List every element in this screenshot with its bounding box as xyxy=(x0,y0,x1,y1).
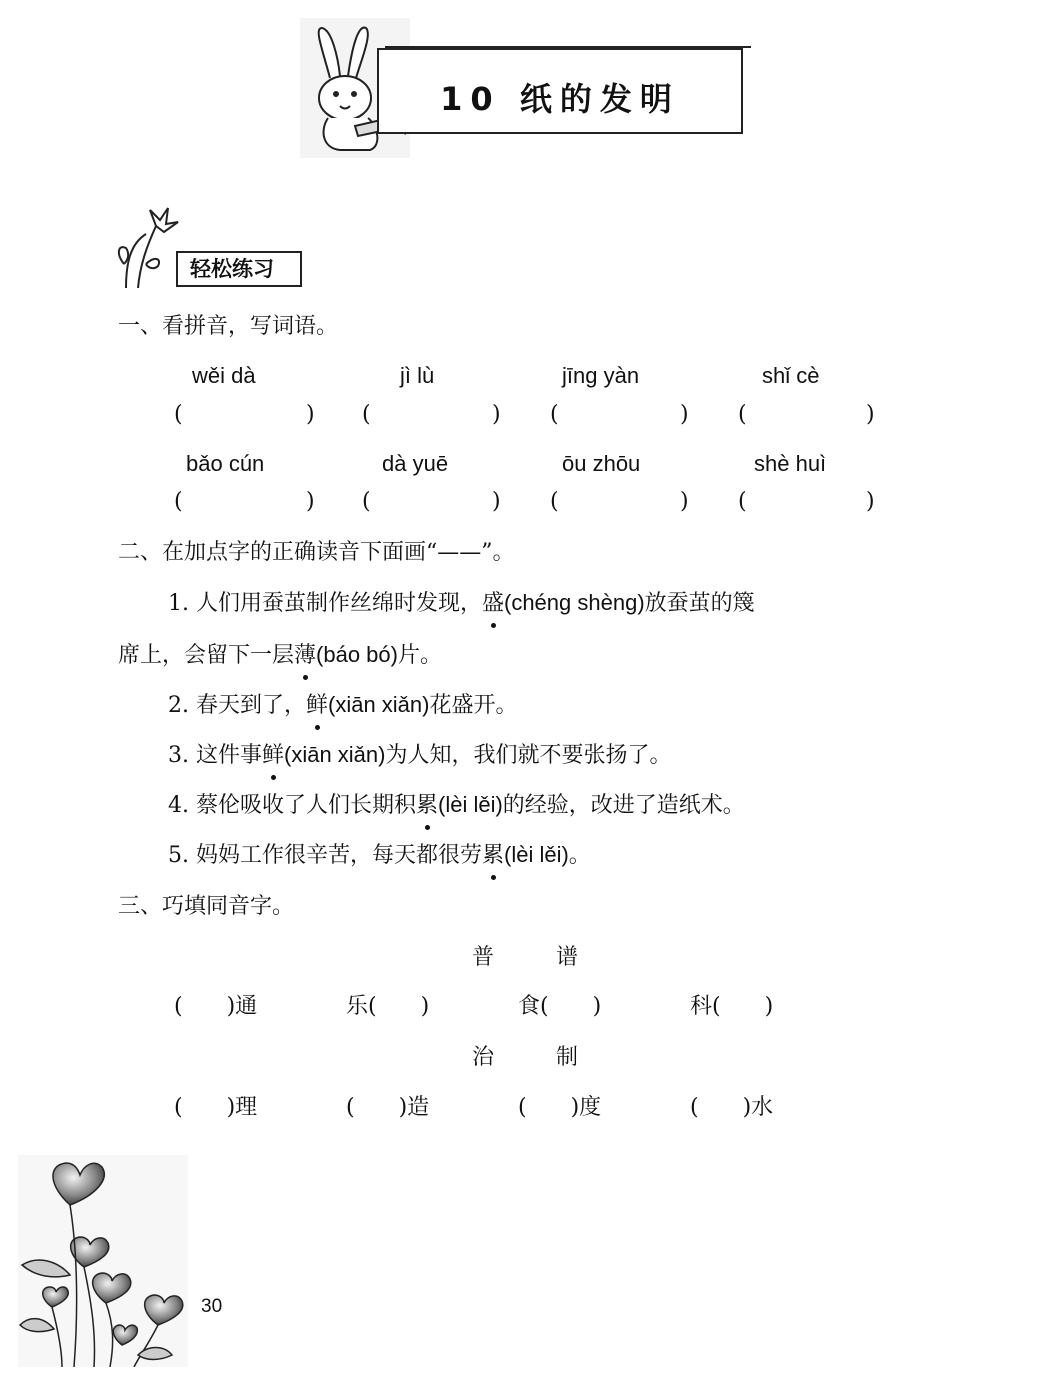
answer-open-4: ( xyxy=(738,402,747,427)
q1-heading: 一、看拼音，写词语。 xyxy=(118,314,339,339)
pinyin-2: jì lù xyxy=(400,363,435,388)
answer-open-7: ( xyxy=(550,489,559,514)
dotted-char: 鲜 xyxy=(262,741,284,771)
answer-open-1: ( xyxy=(174,402,183,427)
dotted-char: 累 xyxy=(416,791,438,821)
section-badge: 轻松练习 xyxy=(176,251,302,287)
q3-char-pu: 普 xyxy=(472,945,495,970)
answer-close-8: ) xyxy=(866,489,875,514)
q3-char-zhi: 治 xyxy=(472,1045,495,1070)
q3-blank-4: 科( ) xyxy=(690,994,774,1019)
answer-close-2: ) xyxy=(492,402,501,427)
q2-item1-line1: 1. 人们用蚕茧制作丝绵时发现，盛(chéng shèng)放蚕茧的篾 xyxy=(168,588,755,619)
answer-open-8: ( xyxy=(738,489,747,514)
page-number: 30 xyxy=(201,1296,223,1317)
pinyin-5: bǎo cún xyxy=(186,451,265,476)
q3-blank-8: ( )水 xyxy=(690,1095,774,1120)
q3-char-zhi2: 制 xyxy=(556,1045,579,1070)
answer-close-5: ) xyxy=(306,489,315,514)
q3-char-pu2: 谱 xyxy=(556,945,579,970)
pinyin-1: wěi dà xyxy=(192,363,256,388)
dotted-char: 薄 xyxy=(294,641,316,671)
q3-blank-7: ( )度 xyxy=(518,1095,602,1120)
pinyin-8: shè huì xyxy=(754,451,827,476)
pinyin-6: dà yuē xyxy=(382,451,449,476)
dotted-char: 盛 xyxy=(482,589,504,619)
dotted-char: 鲜 xyxy=(306,691,328,721)
answer-open-6: ( xyxy=(362,489,371,514)
answer-close-7: ) xyxy=(680,489,689,514)
q3-blank-3: 食( ) xyxy=(518,994,602,1019)
q2-item4: 4. 蔡伦吸收了人们长期积累(lèi lěi)的经验，改进了造纸术。 xyxy=(168,790,745,821)
answer-close-6: ) xyxy=(492,489,501,514)
page-title: 10 纸的发明 xyxy=(440,80,680,118)
q3-blank-2: 乐( ) xyxy=(346,994,430,1019)
q2-heading: 二、在加点字的正确读音下面画“——”。 xyxy=(118,540,515,565)
q2-item3: 3. 这件事鲜(xiān xiǎn)为人知，我们就不要张扬了。 xyxy=(168,740,672,771)
answer-open-3: ( xyxy=(550,402,559,427)
answer-close-3: ) xyxy=(680,402,689,427)
q3-heading: 三、巧填同音字。 xyxy=(118,894,295,919)
pinyin-4: shǐ cè xyxy=(762,363,820,388)
q3-blank-6: ( )造 xyxy=(346,1095,430,1120)
pinyin-7: ōu zhōu xyxy=(562,451,641,476)
answer-close-1: ) xyxy=(306,402,315,427)
title-box xyxy=(377,48,743,134)
q2-item2: 2. 春天到了，鲜(xiān xiǎn)花盛开。 xyxy=(168,690,518,721)
q3-blank-5: ( )理 xyxy=(174,1095,258,1120)
dotted-char: 累 xyxy=(482,841,504,871)
answer-open-2: ( xyxy=(362,402,371,427)
q2-item1-line2: 席上，会留下一层薄(báo bó)片。 xyxy=(118,640,442,671)
pinyin-3: jīng yàn xyxy=(562,363,640,388)
q3-blank-1: ( )通 xyxy=(174,994,258,1019)
answer-open-5: ( xyxy=(174,489,183,514)
answer-close-4: ) xyxy=(866,402,875,427)
q2-item5: 5. 妈妈工作很辛苦，每天都很劳累(lèi lěi)。 xyxy=(168,840,591,871)
hearts-illustration xyxy=(18,1155,188,1367)
